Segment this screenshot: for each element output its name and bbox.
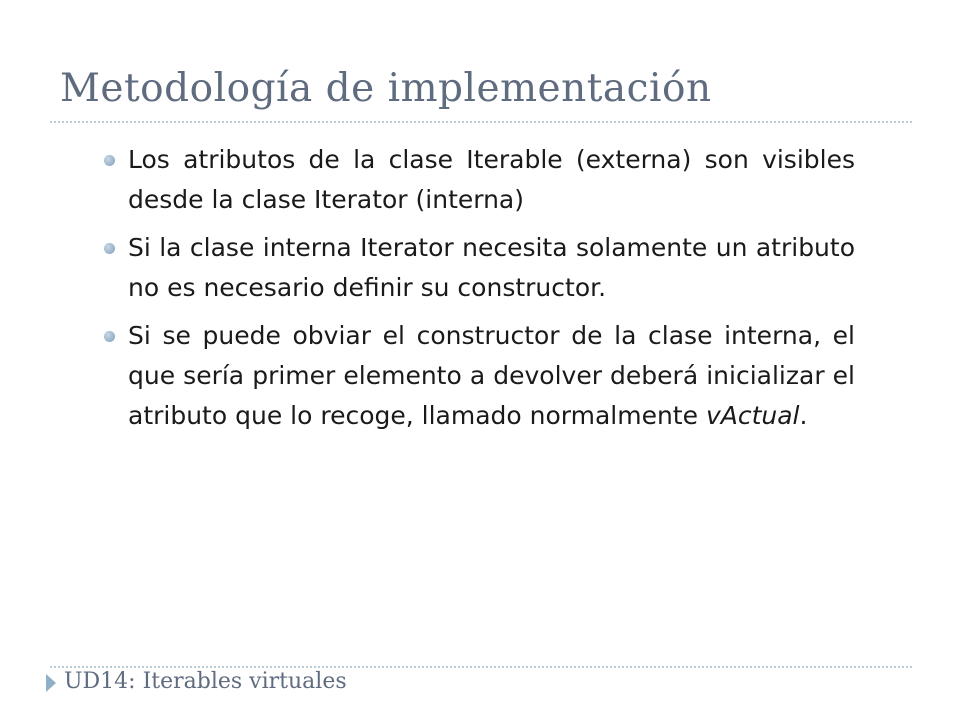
slide-title: Metodología de implementación — [60, 66, 712, 111]
triangle-right-icon — [46, 674, 56, 692]
top-divider — [50, 121, 912, 123]
bullet-text: Si se puede obviar el constructor de la clase interna, el que sería primer elemento a devolver deberá inicializar el atributo que lo recoge, llamado normalmente — [128, 321, 855, 430]
bullet-item — [102, 316, 855, 436]
bullet-text-end: . — [799, 401, 808, 430]
footer — [46, 669, 347, 694]
bullet-text: Si la clase interna Iterator necesita solamente un atributo no es necesario definir su constructor. — [128, 233, 855, 302]
circle-bullet-icon — [104, 243, 115, 254]
footer-text: UD14: Iterables virtuales — [64, 669, 347, 694]
circle-bullet-icon — [104, 331, 115, 342]
bullet-text-italic: vActual — [705, 401, 800, 430]
circle-bullet-icon — [104, 155, 115, 166]
bullet-item — [102, 140, 855, 220]
bullet-item — [102, 228, 855, 308]
bottom-divider — [50, 666, 912, 668]
bullet-list — [102, 140, 855, 444]
bullet-text: Los atributos de la clase Iterable (externa) son visibles desde la clase Iterator (interna) — [128, 145, 855, 214]
